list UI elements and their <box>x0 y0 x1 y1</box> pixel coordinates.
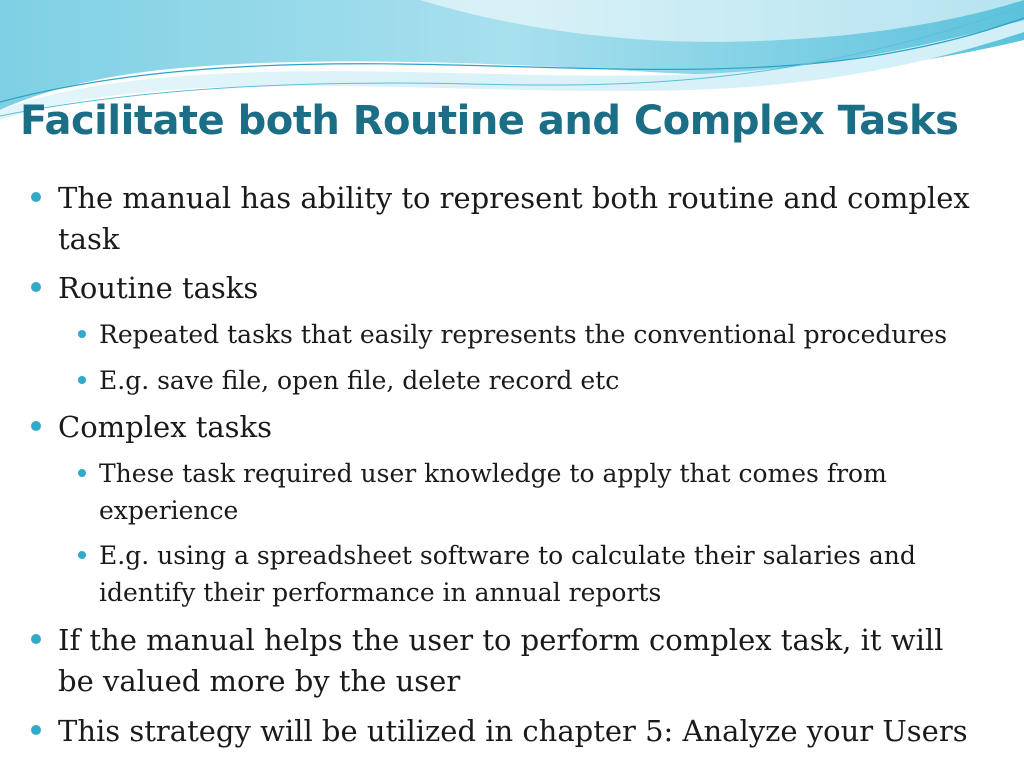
bullet-item: The manual has ability to represent both routine and complex task <box>58 181 970 256</box>
bullet-dot <box>31 282 41 292</box>
bullet-item: This strategy will be utilized in chapter 5: Analyze your Users <box>58 714 968 748</box>
bullet-dot <box>31 634 41 644</box>
bullet-item: If the manual helps the user to perform complex task, it will be valued more by the user <box>58 623 944 698</box>
sub-bullet-dot <box>78 551 86 559</box>
sub-bullet-item: E.g. using a spreadsheet software to calculate their salaries and identify their performance in annual reports <box>99 541 916 607</box>
sub-bullet-item: E.g. save file, open file, delete record etc <box>99 366 620 395</box>
sub-bullet-item: Repeated tasks that easily represents the conventional procedures <box>99 320 948 349</box>
sub-bullet-dot <box>78 330 86 338</box>
sub-bullet-dot <box>78 376 86 384</box>
sub-bullet-dot <box>78 469 86 477</box>
sub-bullet-item: These task required user knowledge to apply that comes from experience <box>99 459 887 525</box>
bullet-dot <box>31 192 41 202</box>
bullet-dot <box>31 725 41 735</box>
bullet-dot <box>31 421 41 431</box>
slide-title: Facilitate both Routine and Complex Tasks <box>20 98 959 144</box>
bullet-item: Complex tasks <box>58 410 273 444</box>
bullet-item: Routine tasks <box>58 271 259 305</box>
